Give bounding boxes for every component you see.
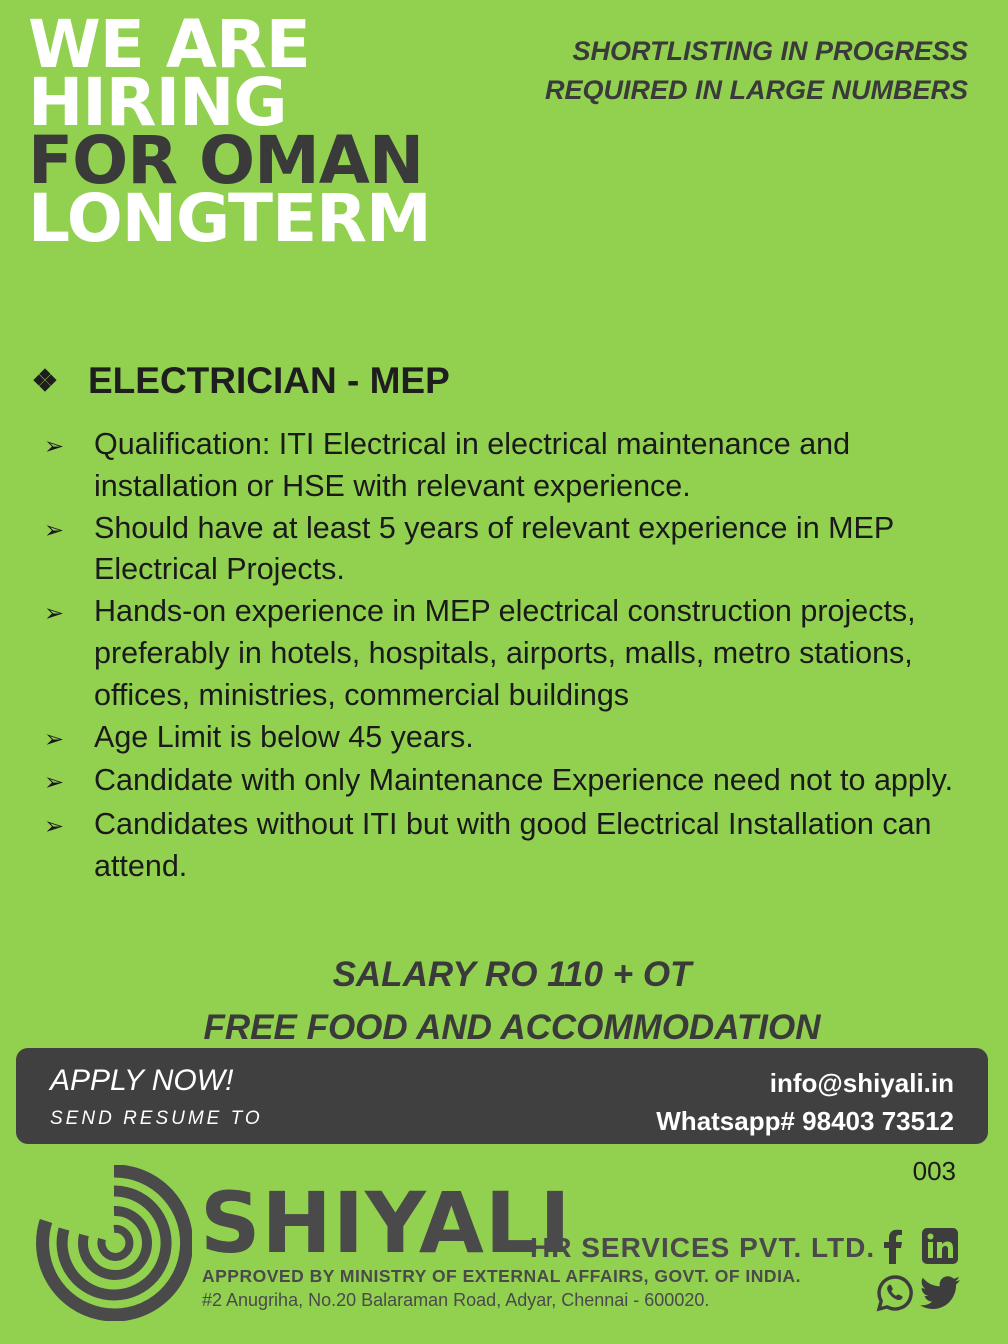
arrow-bullet-icon: ➢ (44, 433, 65, 460)
headline (28, 6, 431, 257)
apply-now-label: APPLY NOW! (50, 1064, 234, 1097)
company-address: #2 Anugriha, No.20 Balaraman Road, Adyar, Chennai - 600020. (202, 1290, 710, 1310)
headline-line-1: WE ARE (28, 6, 310, 83)
apply-bar (16, 1048, 988, 1144)
job-title (30, 360, 450, 402)
arrow-bullet-icon: ➢ (44, 725, 65, 753)
arrow-bullet-icon: ➢ (44, 516, 65, 544)
list-item (44, 804, 984, 888)
headline-line-4: LONGTERM (28, 180, 431, 257)
reference-code: 003 (912, 1156, 956, 1186)
headline-line-2: HIRING (28, 64, 287, 141)
shiyali-logo-icon (36, 1165, 192, 1326)
requirement-text: Candidates without ITI but with good Electrical Installation can attend. (94, 807, 932, 883)
arrow-bullet-icon: ➢ (44, 600, 65, 628)
company-suffix: HR SERVICES PVT. LTD. (530, 1232, 876, 1263)
requirement-text: Should have at least 5 years of relevant experience in MEP Electrical Projects. (94, 510, 894, 587)
company-name: SHIYALI (200, 1174, 572, 1272)
requirement-text: Qualification: ITI Electrical in electrical maintenance and installation or HSE with relevant experience. (94, 427, 851, 503)
top-notice (545, 32, 968, 110)
linkedin-icon[interactable] (922, 1228, 958, 1269)
benefits (0, 948, 1008, 1054)
headline-line-3: FOR OMAN (28, 122, 424, 199)
approval-text: APPROVED BY MINISTRY OF EXTERNAL AFFAIRS, GOVT. OF INDIA. (202, 1266, 801, 1286)
arrow-bullet-icon: ➢ (44, 813, 65, 841)
requirement-text: Age Limit is below 45 years. (94, 719, 474, 754)
arrow-bullet-icon: ➢ (44, 769, 65, 797)
list-item (44, 508, 984, 592)
salary-text: SALARY RO 110 + OT (332, 955, 692, 994)
diamond-bullet-icon: ❖ (31, 364, 59, 398)
requirement-text: Hands-on experience in MEP electrical construction projects, preferably in hotels, hospitals, airports, malls, metro stations, offices, ministries, commercial buildings (94, 594, 916, 712)
list-item (44, 424, 984, 508)
email-link[interactable]: info@shiyali.in (769, 1068, 954, 1098)
perks-text: FREE FOOD AND ACCOMMODATION (203, 1008, 821, 1047)
requirements-list (44, 424, 984, 888)
twitter-icon[interactable] (920, 1276, 960, 1315)
send-resume-label: SEND RESUME TO (50, 1108, 263, 1129)
whatsapp-number[interactable]: Whatsapp# 98403 73512 (656, 1106, 954, 1136)
facebook-icon[interactable] (876, 1228, 910, 1269)
whatsapp-icon[interactable] (876, 1274, 914, 1317)
large-numbers-notice: REQUIRED IN LARGE NUMBERS (544, 75, 968, 105)
requirement-text: Candidate with only Maintenance Experience need not to apply. (94, 763, 954, 798)
list-item (44, 717, 984, 761)
list-item (44, 591, 984, 716)
list-item (44, 760, 984, 804)
shortlisting-notice: SHORTLISTING IN PROGRESS (572, 36, 968, 66)
job-title-text: ELECTRICIAN - MEP (88, 360, 450, 401)
